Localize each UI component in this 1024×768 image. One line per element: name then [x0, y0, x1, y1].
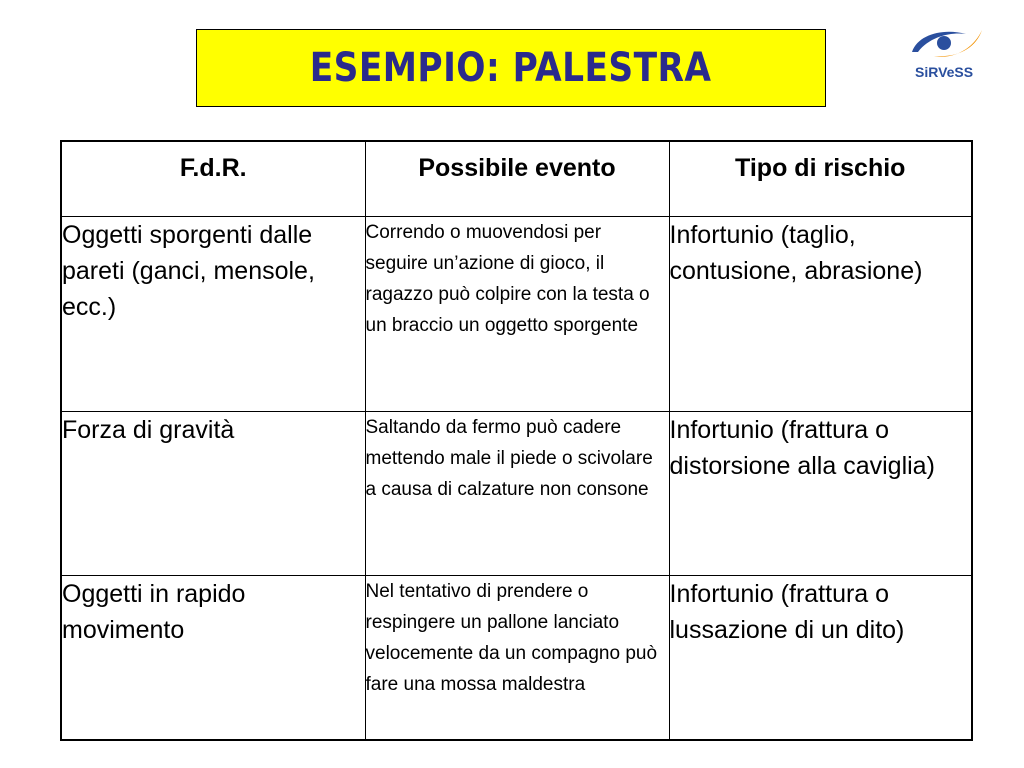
table-row — [61, 216, 972, 411]
cell-fdr: Forza di gravità — [61, 411, 365, 575]
table-header-row — [61, 141, 972, 216]
page-title: ESEMPIO: PALESTRA — [310, 45, 712, 91]
cell-evento: Correndo o muovendosi per seguire un’azione di gioco, il ragazzo può colpire con la testa o un braccio un oggetto sporgente — [365, 216, 669, 411]
table-row — [61, 411, 972, 575]
cell-evento: Saltando da fermo può cadere mettendo male il piede o scivolare a causa di calzature non consone — [365, 411, 669, 575]
cell-fdr: Oggetti sporgenti dalle pareti (ganci, mensole, ecc.) — [61, 216, 365, 411]
logo-text: SiRVeSS — [915, 64, 974, 80]
header-fdr: F.d.R. — [61, 141, 365, 216]
cell-fdr: Oggetti in rapido movimento — [61, 575, 365, 740]
header-tipo-di-rischio: Tipo di rischio — [669, 141, 972, 216]
header-possibile-evento: Possibile evento — [365, 141, 669, 216]
title-box — [196, 29, 826, 107]
cell-evento: Nel tentativo di prendere o respingere un pallone lanciato velocemente da un compagno può fare una mossa maldestra — [365, 575, 669, 740]
cell-rischio: Infortunio (frattura o lussazione di un dito) — [669, 575, 972, 740]
sirvess-logo — [904, 22, 988, 82]
table-row — [61, 575, 972, 740]
cell-rischio: Infortunio (frattura o distorsione alla caviglia) — [669, 411, 972, 575]
cell-rischio: Infortunio (taglio, contusione, abrasione) — [669, 216, 972, 411]
risk-table — [60, 140, 973, 741]
eye-swoosh-logo-icon — [904, 22, 988, 66]
